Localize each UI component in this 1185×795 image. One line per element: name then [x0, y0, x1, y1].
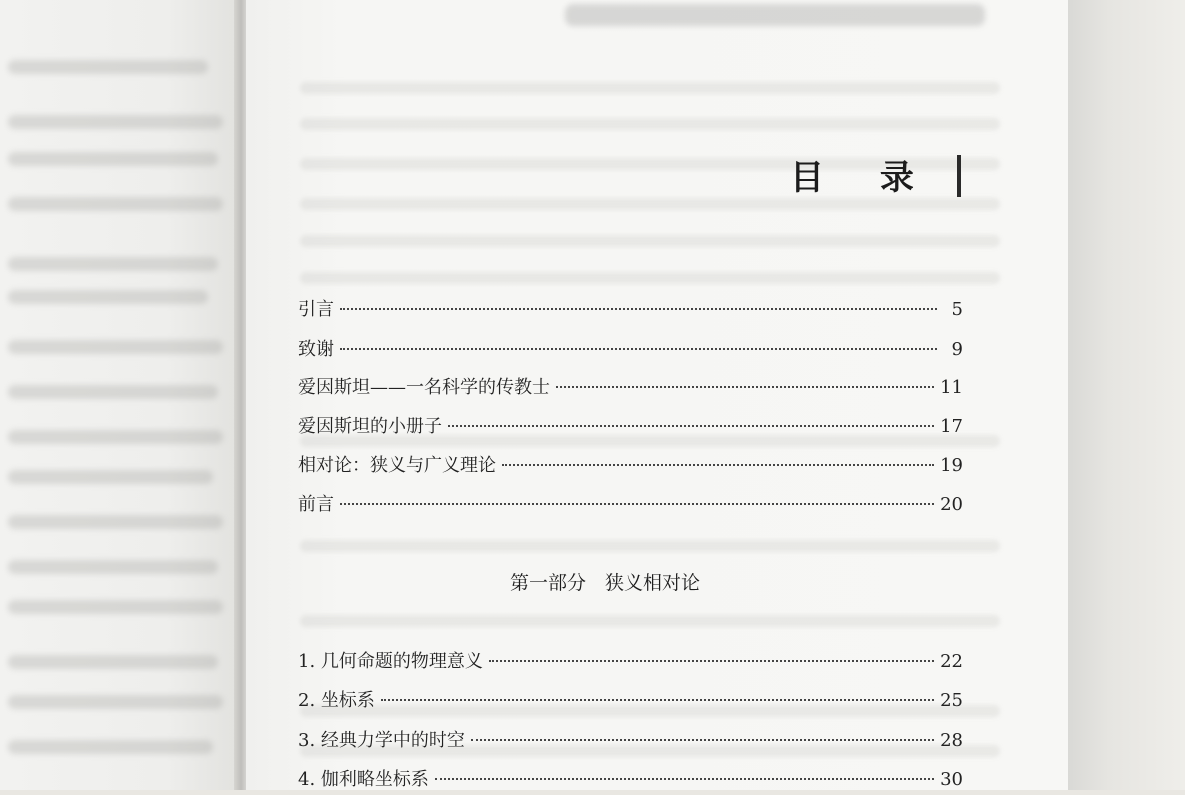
dot-leader	[340, 348, 937, 350]
blurred-text-line	[8, 385, 218, 399]
left-facing-page	[0, 0, 238, 790]
toc-entry-label: 爱因斯坦的小册子	[298, 416, 442, 437]
bleed-through-line	[300, 235, 1000, 247]
bleed-through-line	[300, 198, 1000, 210]
bleed-through-line	[300, 118, 1000, 130]
blurred-text-line	[8, 695, 223, 709]
page-edge	[1068, 0, 1185, 790]
blurred-text-line	[8, 197, 223, 211]
toc-entry-page: 19	[940, 455, 963, 476]
toc-entry-page: 25	[940, 690, 963, 711]
blurred-text-line	[8, 60, 208, 74]
bleed-through-line	[300, 615, 1000, 627]
bleed-through-line	[300, 272, 1000, 284]
blurred-text-line	[8, 115, 223, 129]
toc-entry	[298, 373, 963, 403]
toc-entry-page: 5	[951, 299, 963, 320]
bleed-through-header	[565, 4, 985, 26]
toc-entry-page: 11	[940, 377, 963, 398]
dot-leader	[556, 386, 934, 388]
blurred-text-line	[8, 740, 213, 754]
dot-leader	[381, 699, 934, 701]
toc-entry-page: 28	[940, 730, 963, 751]
blurred-text-line	[8, 290, 208, 304]
title-decoration-bar	[957, 155, 961, 197]
dot-leader	[502, 464, 934, 466]
toc-entry-label: 引言	[298, 299, 334, 320]
toc-entry	[298, 335, 963, 365]
blurred-text-line	[8, 600, 223, 614]
blurred-text-line	[8, 152, 218, 166]
dot-leader	[471, 739, 934, 741]
blurred-text-line	[8, 560, 218, 574]
toc-entry	[298, 412, 963, 442]
blurred-text-line	[8, 340, 223, 354]
toc-entry	[298, 647, 963, 677]
toc-entry-label: 前言	[298, 494, 334, 515]
toc-entry	[298, 490, 963, 520]
dot-leader	[448, 425, 934, 427]
bleed-through-line	[300, 82, 1000, 94]
toc-entry	[298, 451, 963, 481]
toc-entry-page: 17	[940, 416, 963, 437]
toc-entry-label: 3. 经典力学中的时空	[298, 730, 465, 751]
toc-title: 目 录	[790, 158, 936, 198]
toc-entry-label: 致谢	[298, 339, 334, 360]
toc-entry-label: 相对论：狭义与广义理论	[298, 455, 496, 476]
dot-leader	[435, 778, 934, 780]
toc-entry-page: 22	[940, 651, 963, 672]
toc-entry	[298, 295, 963, 325]
dot-leader	[489, 660, 934, 662]
toc-entry-label: 4. 伽利略坐标系	[298, 769, 429, 790]
blurred-text-line	[8, 515, 223, 529]
part-heading: 第一部分 狭义相对论	[510, 572, 701, 594]
toc-entry	[298, 686, 963, 716]
dot-leader	[340, 503, 934, 505]
toc-entry-page: 30	[940, 769, 963, 790]
blurred-text-line	[8, 257, 218, 271]
toc-entry-page: 20	[940, 494, 963, 515]
bleed-through-line	[300, 540, 1000, 552]
blurred-text-line	[8, 655, 218, 669]
blurred-text-line	[8, 430, 223, 444]
dot-leader	[340, 308, 937, 310]
toc-entry	[298, 765, 963, 795]
toc-entry-label: 2. 坐标系	[298, 690, 375, 711]
blurred-text-line	[8, 470, 213, 484]
toc-entry-page: 9	[951, 339, 963, 360]
toc-entry-label: 1. 几何命题的物理意义	[298, 651, 483, 672]
toc-entry-label: 爱因斯坦——一名科学的传教士	[298, 377, 550, 398]
toc-entry	[298, 726, 963, 756]
